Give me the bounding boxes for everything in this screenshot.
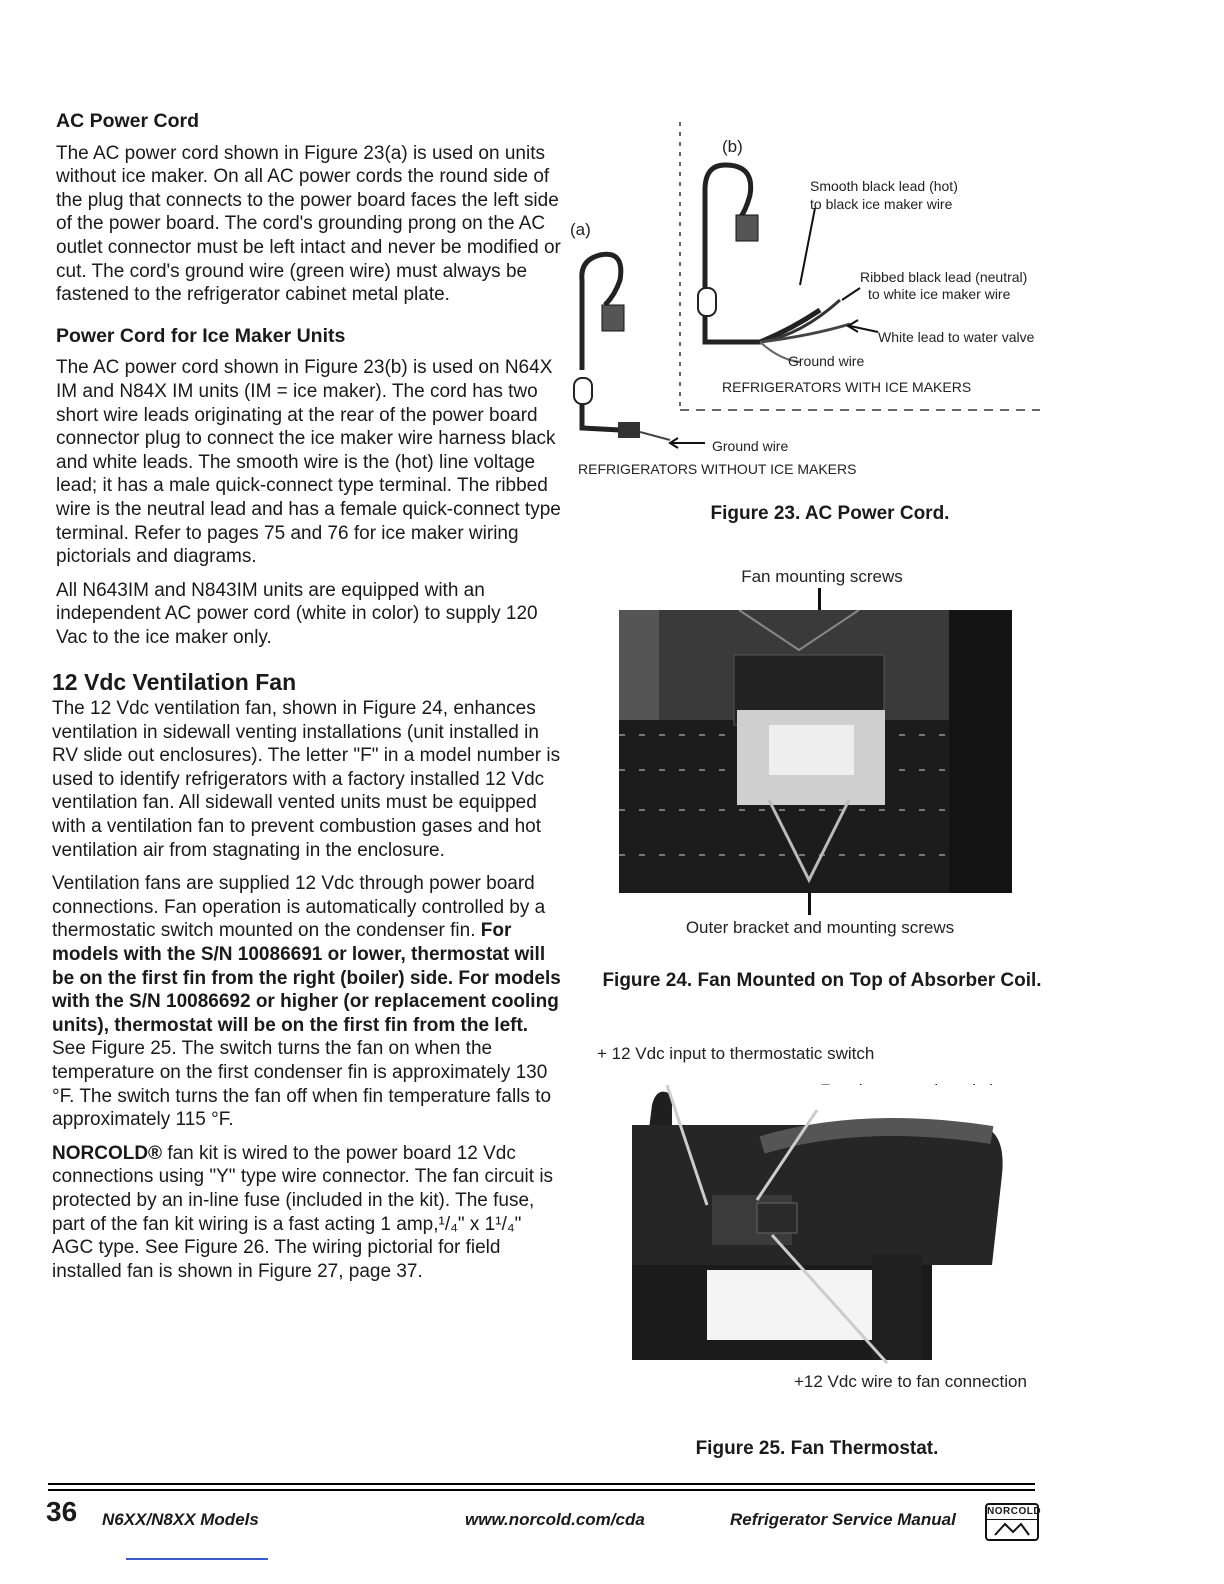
cord-a-connector <box>618 422 640 438</box>
figure-23b-label: (b) <box>722 137 743 156</box>
ac-power-cord-heading: AC Power Cord <box>56 110 200 132</box>
ice-maker-cord-heading: Power Cord for Ice Maker Units <box>56 324 346 347</box>
cord-a-plug <box>602 305 624 331</box>
ventilation-fan-paragraph-2 <box>52 872 562 1132</box>
ventilation-fan-paragraph: The 12 Vdc ventilation fan, shown in Figure 24, enhances ventilation in sidewall venting installations (unit installed in RV slide out enclosures). The letter "F" in a model number is used to identify refrigerators with a factory installed 12 Vdc ventilation fan. All sidewall vented units must be equipped with a ventilation fan to prevent combustion gases and hot ventilation air from stagnating in the enclosure. <box>52 698 561 861</box>
ac-power-cord-paragraph: The AC power cord shown in Figure 23(a) is used on units without ice maker. On all AC power cords the round side of the plug that connects to the power board faces the left side of the power board. The cord's grounding prong on the AC outlet connector must be left intact and never be modified or cut. The cord's ground wire (green wire) must always be fastened to the refrigerator cabinet metal plate. <box>56 142 561 306</box>
fan-p2-text-b: See Figure 25. The switch turns the fan on when the temperature on the first condenser fin is approximately 130 °F. The switch turns the fan off when fin temperature falls to approximately 115 °F. <box>52 1038 552 1131</box>
logo-text: NORCOLD <box>987 1505 1037 1520</box>
thermostat-photo <box>612 1085 1008 1365</box>
norcold-brand: NORCOLD® <box>52 1142 163 1164</box>
ground-b-label: Ground wire <box>788 353 865 369</box>
bracket-pointer <box>808 893 811 915</box>
fan-p2-text-a: Ventilation fans are supplied 12 Vdc through power board connections. Fan operation is automatically controlled by a thermostatic switch mounted on the condenser fin. <box>52 873 546 942</box>
cord-a-ferrite <box>574 378 592 404</box>
ice-maker-cord-paragraph: The AC power cord shown in Figure 23(b) is used on N64X IM and N84X IM units (IM = ice maker). The cord has two short wire leads originating at the rear of the power board connector plug to connect the ice maker wire harness black and white leads. The smooth wire is the (hot) line voltage lead; it has a male quick-connect type terminal. The ribbed wire is the neutral lead and has a female quick-connect type terminal. Refer to pages 75 and 76 for ice maker wiring pictorials and diagrams. <box>56 357 561 568</box>
cord-b-plug <box>736 215 758 241</box>
white-lead-pointer <box>848 320 878 332</box>
fan-screws-pointer <box>818 588 821 610</box>
ventilation-fan-heading: 12 Vdc Ventilation Fan <box>52 669 297 696</box>
footer-url[interactable]: www.norcold.com/cda <box>465 1510 645 1529</box>
figure-23-caption: Figure 23. AC Power Cord. <box>710 503 950 524</box>
smooth-lead-label-2: to black ice maker wire <box>810 196 953 212</box>
figure-23 <box>560 110 1080 500</box>
fan-photo-illustration <box>619 610 1012 893</box>
page-number: 36 <box>46 1496 78 1527</box>
footer-rule-bottom <box>48 1489 1035 1491</box>
footer-rule-top <box>48 1483 1035 1485</box>
white-lead-label: White lead to water valve <box>878 329 1035 345</box>
smooth-lead-pointer <box>800 208 815 285</box>
ground-a-label: Ground wire <box>712 438 789 454</box>
fan-p2-bold: For models with the S/N 10086691 or lower, thermostat will be on the first fin from the right (boiler) side. For models with the S/N 10086692 or higher (or replacement cooling units), thermostat will be on the first fin from the left. <box>52 920 561 1036</box>
ribbed-lead-pointer <box>842 288 860 300</box>
power-cord-drawing <box>560 110 1080 500</box>
fan-wire-label: +12 Vdc wire to fan connection <box>794 1372 1027 1391</box>
ribbed-lead-label-2: to white ice maker wire <box>868 286 1011 302</box>
figure-25-caption: Figure 25. Fan Thermostat. <box>695 1438 939 1459</box>
left-column <box>52 110 562 1293</box>
ribbed-lead-label-1: Ribbed black lead (neutral) <box>860 269 1028 285</box>
thermostat-input-label: + 12 Vdc input to thermostatic switch <box>597 1044 875 1063</box>
fan-p3-text: fan kit is wired to the power board 12 Vdc connections using "Y" type wire connector. The fan circuit is protected by an in-line fuse (included in the kit). The fuse, part of the fan kit wiring is a fast acting 1 amp,¹/₄" x 1¹/₄" AGC type. See Figure 26. The wiring pictorial for field installed fan is shown in Figure 27, page 37. <box>52 1142 554 1282</box>
fan-photo <box>619 610 1012 893</box>
with-ice-makers-label: REFRIGERATORS WITH ICE MAKERS <box>722 379 972 395</box>
footer-models: N6XX/N8XX Models <box>102 1510 259 1529</box>
norcold-logo-icon <box>985 1503 1042 1541</box>
figure-23a-label: (a) <box>570 220 591 239</box>
page-edge-mark <box>126 1558 268 1560</box>
figure-24-caption: Figure 24. Fan Mounted on Top of Absorber Coil. <box>602 970 1042 991</box>
cord-a-tail <box>582 404 620 430</box>
ice-maker-cord-paragraph-2: All N643IM and N843IM units are equipped with an independent AC power cord (white in color) to supply 120 Vac to the ice maker only. <box>56 579 538 648</box>
cord-a-ground-wire <box>640 432 670 440</box>
thermostat-photo-illustration <box>612 1085 1008 1365</box>
without-ice-makers-label: REFRIGERATORS WITHOUT ICE MAKERS <box>578 461 857 477</box>
ground-a-arrow <box>670 438 705 448</box>
cord-b-ferrite <box>698 288 716 316</box>
outer-bracket-label: Outer bracket and mounting screws <box>685 918 955 937</box>
footer-manual-title: Refrigerator Service Manual <box>730 1510 956 1529</box>
logo-mark <box>987 1520 1037 1538</box>
ventilation-fan-paragraph-3 <box>52 1142 562 1284</box>
fan-mounting-screws-label: Fan mounting screws <box>741 567 903 586</box>
smooth-lead-label-1: Smooth black lead (hot) <box>810 178 958 194</box>
